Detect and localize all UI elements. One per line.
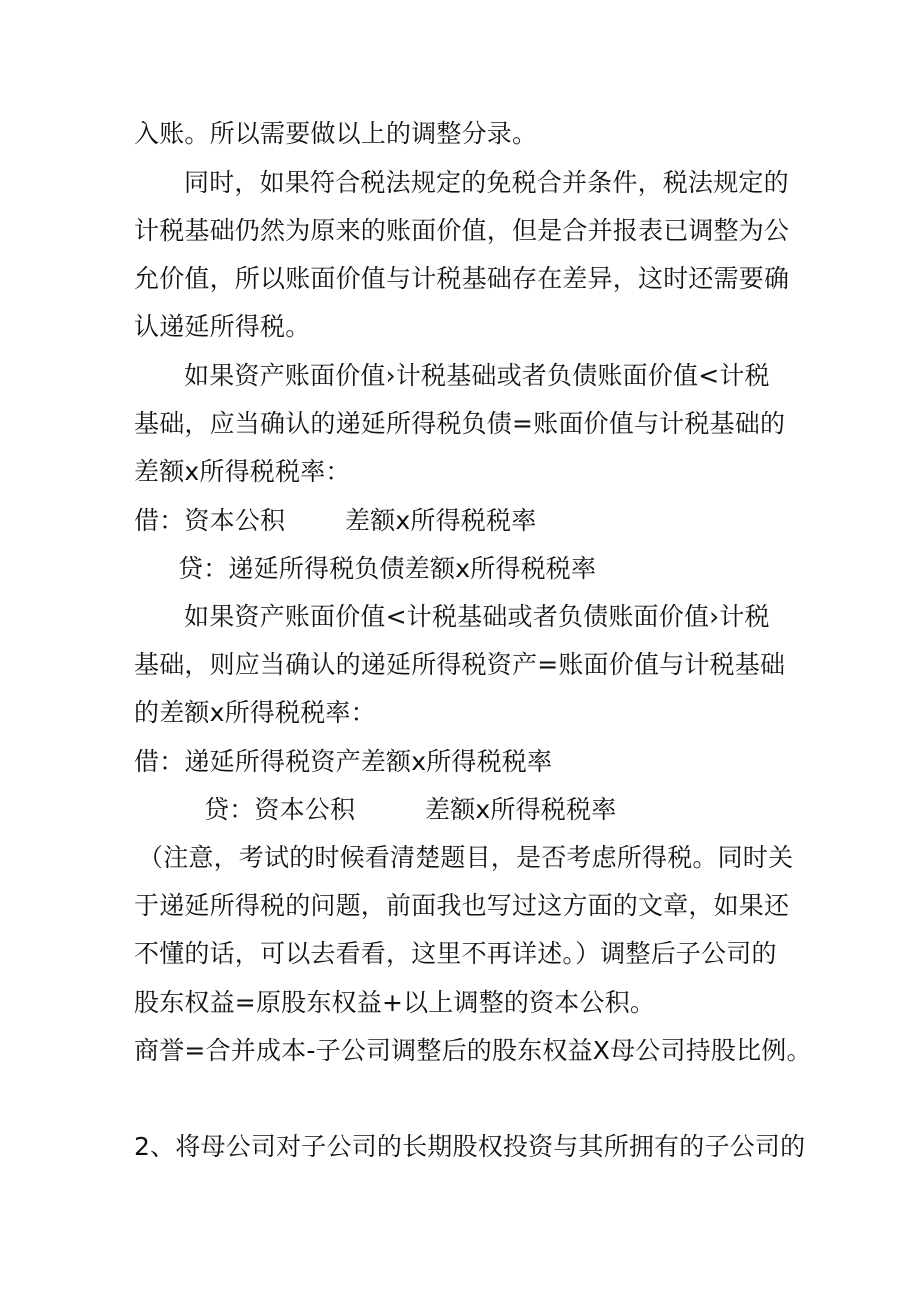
journal-entry-credit: [204, 793, 617, 827]
paragraph-line: 于递延所得税的问题，前面我也写过这方面的文章，如果还: [134, 891, 790, 920]
paragraph-line: 股东权益=原股东权益+以上调整的资本公积。: [134, 988, 656, 1017]
credit-account: 贷：资本公积: [204, 795, 356, 824]
paragraph-line: 认递延所得税。: [134, 312, 311, 341]
paragraph-line: 不懂的话，可以去看看，这里不再详述。）调整后子公司的: [134, 939, 777, 968]
journal-entry-debit: 借：递延所得税资产差额x所得税税率: [134, 747, 553, 776]
paragraph-line: 商誉=合并成本-子公司调整后的股东权益X母公司持股比例。: [134, 1036, 812, 1065]
paragraph-line: 差额x所得税税率：: [134, 457, 351, 486]
paragraph-line: （注意，考试的时候看清楚题目，是否考虑所得税。同时关: [138, 843, 794, 872]
paragraph-line: 如果资产账面价值›计税基础或者负债账面价值<计税: [184, 361, 770, 390]
paragraph-line: 的差额x所得税税率：: [134, 698, 376, 727]
paragraph-line: 基础，应当确认的递延所得税负债=账面价值与计税基础的: [134, 409, 786, 438]
paragraph-line: 入账。所以需要做以上的调整分录。: [134, 119, 538, 148]
paragraph-line: 计税基础仍然为原来的账面价值，但是合并报表已调整为公: [134, 216, 790, 245]
paragraph-line: 如果资产账面价值<计税基础或者负债账面价值›计税: [184, 602, 770, 631]
paragraph-line: 同时，如果符合税法规定的免税合并条件，税法规定的: [184, 168, 789, 197]
section-heading-line: 2、将母公司对子公司的长期股权投资与其所拥有的子公司的: [134, 1132, 806, 1161]
paragraph-line: 允价值，所以账面价值与计税基础存在差异，这时还需要确: [134, 264, 790, 293]
journal-entry-credit: 贷：递延所得税负债差额x所得税税率: [178, 554, 597, 583]
paragraph-line: 基础，则应当确认的递延所得税资产=账面价值与计税基础: [134, 650, 786, 679]
journal-entry-debit: [134, 504, 537, 538]
credit-amount: 差额x所得税税率: [425, 795, 617, 824]
debit-account: 借：资本公积: [134, 506, 286, 535]
debit-amount: 差额x所得税税率: [345, 506, 537, 535]
